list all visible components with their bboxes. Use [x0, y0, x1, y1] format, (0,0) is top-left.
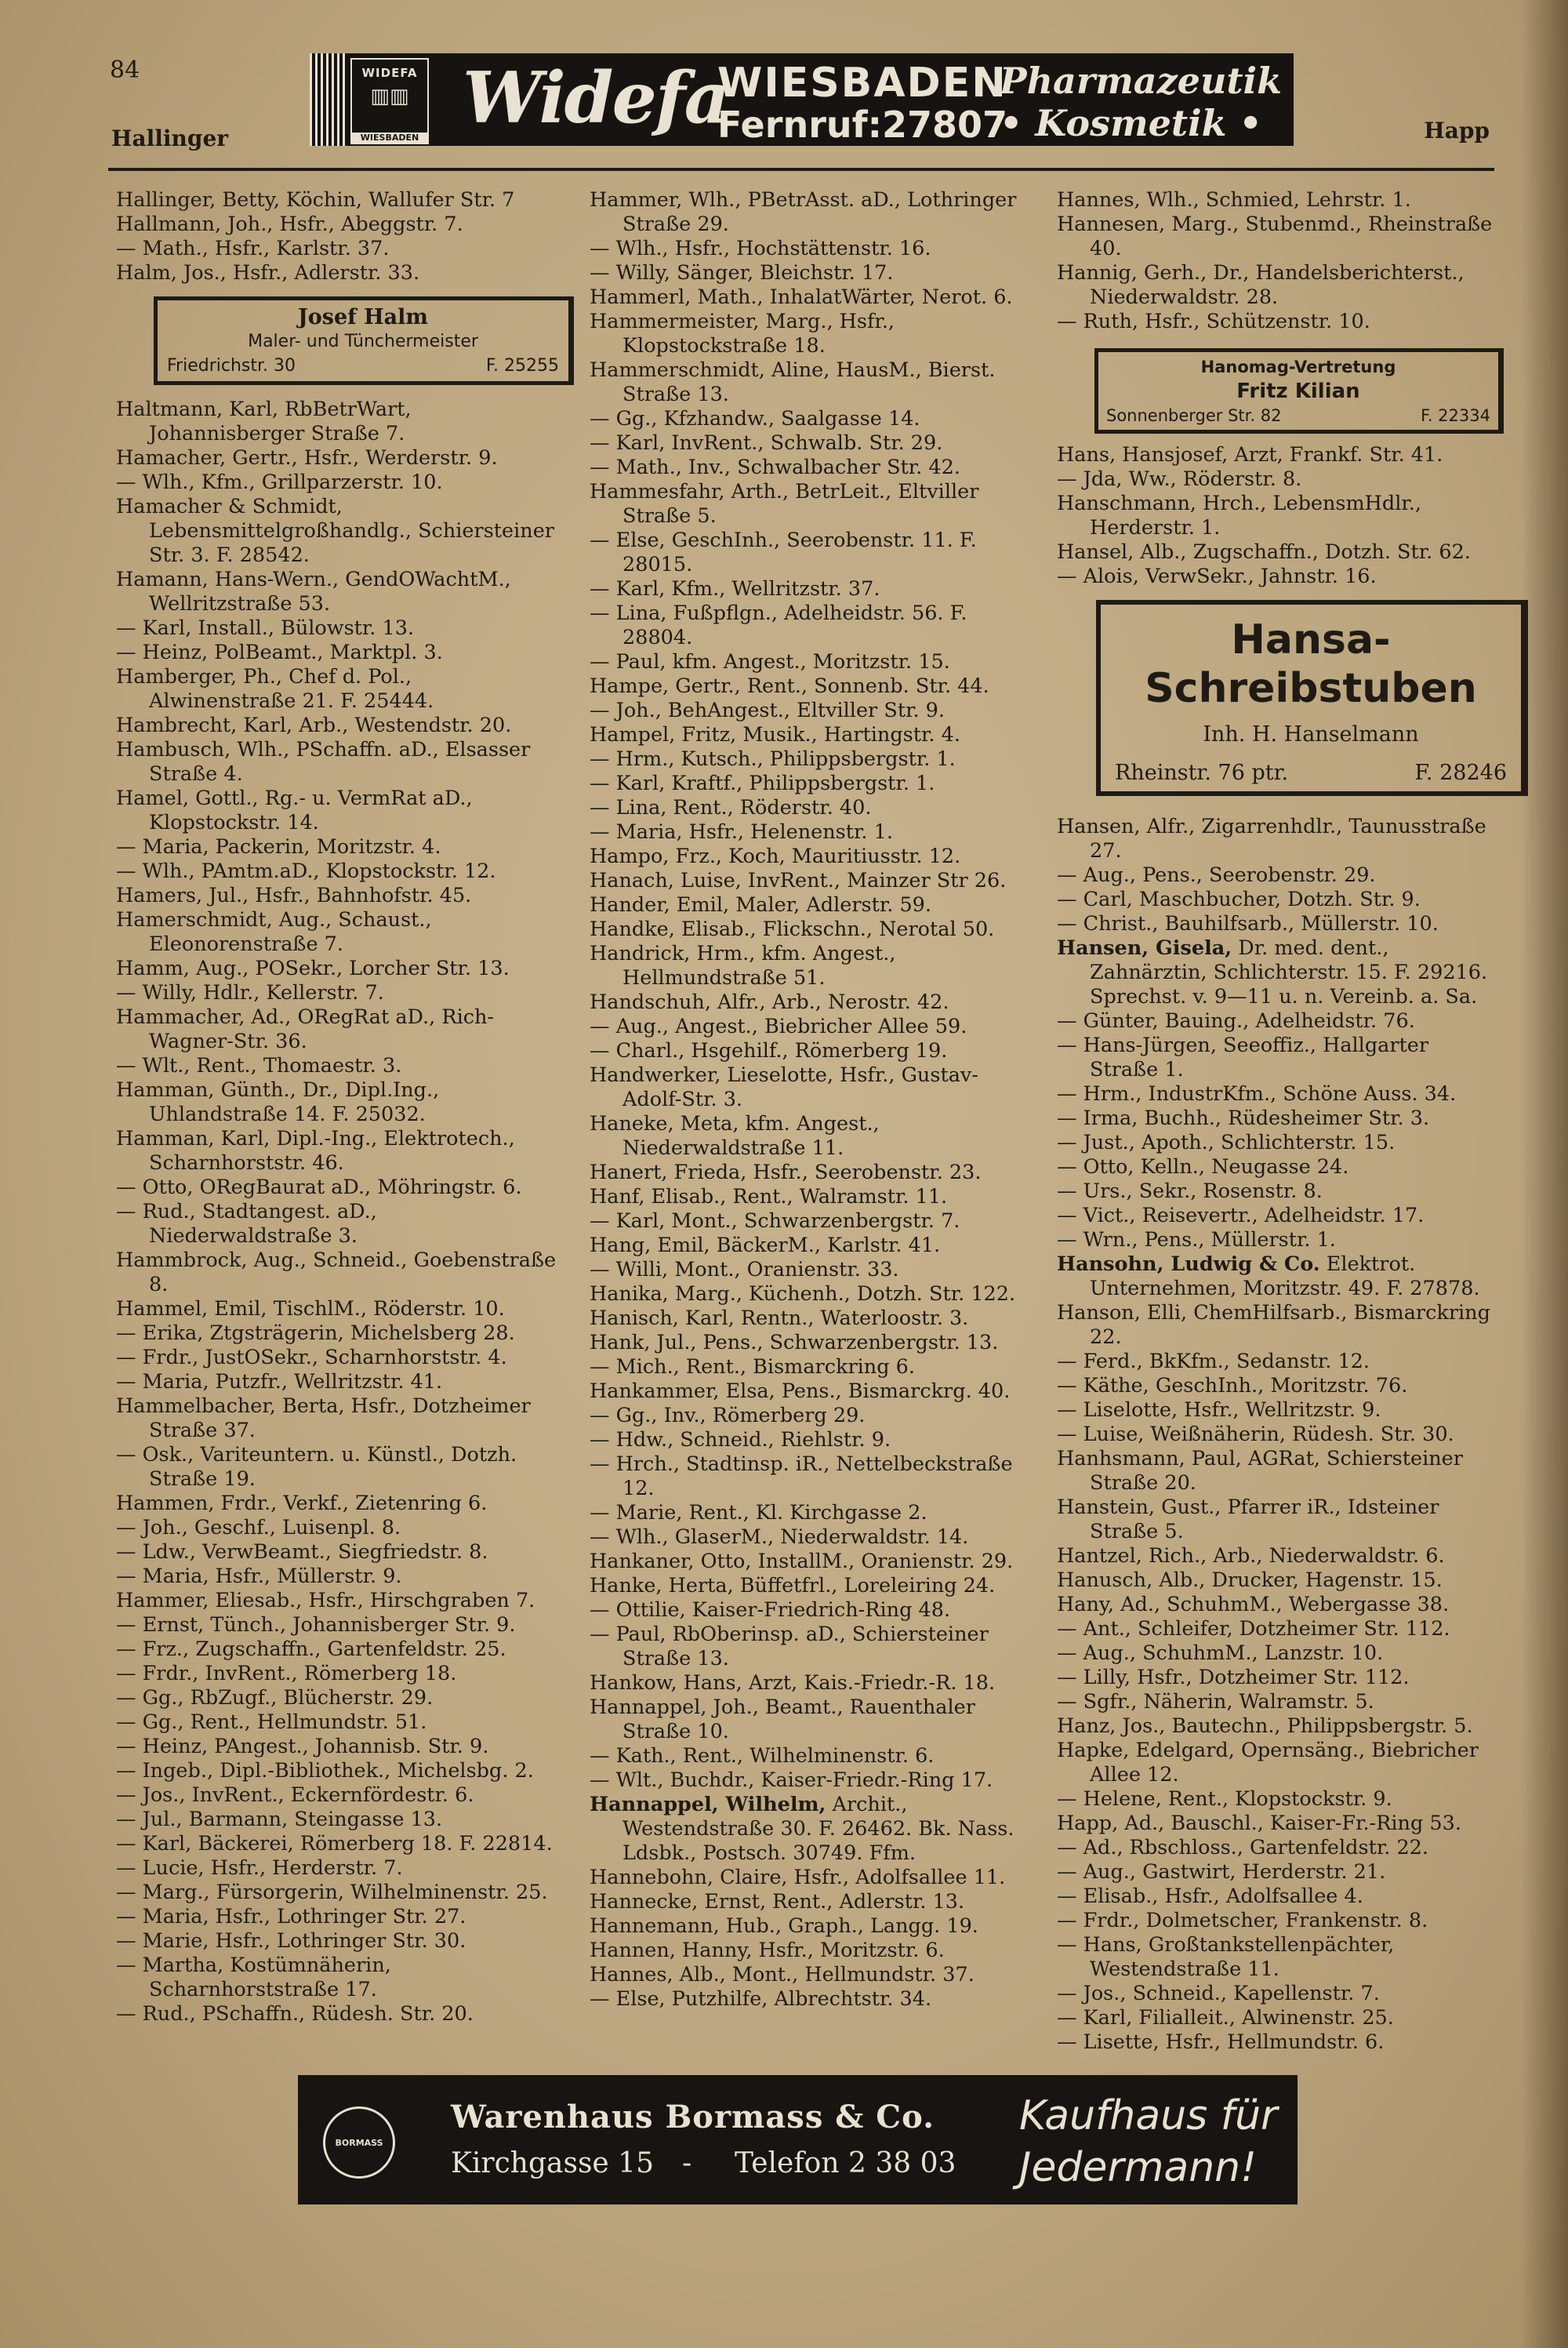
list-item: — Frdr., InvRent., Römerberg 18.: [116, 1662, 457, 1685]
list-item: Hallinger, Betty, Köchin, Wallufer Str. 7: [116, 188, 515, 212]
list-item: Hammen, Frdr., Verkf., Zietenring 6.: [116, 1492, 488, 1515]
ad-slogan-line1: Kaufhaus für: [1019, 2092, 1278, 2139]
box-phone: F. 25255: [485, 356, 559, 376]
list-item: — Hans-Jürgen, Seeoffiz., Hallgarter Straße 1.: [1057, 1034, 1429, 1081]
list-item: Happ, Ad., Bauschl., Kaiser-Fr.-Ring 53.: [1057, 1812, 1461, 1835]
list-item: — Rud., Stadtangest. aD., Niederwaldstraße 3.: [116, 1200, 377, 1248]
list-item: Hannen, Hanny, Hsfr., Moritzstr. 6.: [590, 1939, 945, 1962]
list-item: Hank, Jul., Pens., Schwarzenbergstr. 13.: [590, 1331, 999, 1354]
list-item: Hammelbacher, Berta, Hsfr., Dotzheimer Straße 37.: [116, 1394, 531, 1442]
list-item: Hansel, Alb., Zugschaffn., Dotzh. Str. 62.: [1057, 540, 1471, 564]
list-item: Haneke, Meta, kfm. Angest., Niederwaldstraße 11.: [590, 1112, 880, 1160]
list-item: — Paul, RbOberinsp. aD., Schiersteiner Straße 13.: [590, 1623, 989, 1670]
ad-address: Kirchgasse 15: [451, 2147, 654, 2179]
widefa-logo: WIDEFA ▥▥ WIESBADEN: [350, 58, 429, 144]
list-item: — Hans, Großtankstellenpächter, Westendstraße 11.: [1057, 1933, 1395, 1981]
list-item: Haltmann, Karl, RbBetrWart, Johannisberger Straße 7.: [116, 398, 412, 445]
hansa-advertisement-box: [1096, 600, 1528, 796]
entry-list: [590, 188, 1035, 1793]
list-item: — Frdr., JustOSekr., Scharnhorststr. 4.: [116, 1346, 507, 1369]
list-item: Hammerl, Math., InhalatWärter, Nerot. 6.: [590, 285, 1013, 309]
list-item: Hanhsmann, Paul, AGRat, Schiersteiner Straße 20.: [1057, 1447, 1463, 1495]
ad-phone: Telefon 2 38 03: [735, 2147, 956, 2179]
box-address: Friedrichstr. 30: [167, 356, 296, 376]
list-item: Hantzel, Rich., Arb., Niederwaldstr. 6.: [1057, 1544, 1445, 1568]
list-item: — Ldw., VerwBeamt., Siegfriedstr. 8.: [116, 1540, 488, 1564]
list-item: Hamel, Gottl., Rg.- u. VermRat aD., Klopstockstr. 14.: [116, 787, 473, 834]
list-item: Handke, Elisab., Flickschn., Nerotal 50.: [590, 918, 995, 941]
list-item: — Kath., Rent., Wilhelminenstr. 6.: [590, 1744, 935, 1768]
list-item: Hanf, Elisab., Rent., Walramstr. 11.: [590, 1185, 948, 1209]
list-item: — Hrm., IndustrKfm., Schöne Auss. 34.: [1057, 1082, 1457, 1106]
halm-advertisement-box: [154, 296, 574, 385]
list-item: — Wlh., GlaserM., Niederwaldstr. 14.: [590, 1525, 969, 1549]
box-title: Hanomag-Vertretung: [1200, 358, 1396, 376]
ad-line2: • Kosmetik •: [1000, 102, 1262, 144]
list-item: Hammbrock, Aug., Schneid., Goebenstraße 8.: [116, 1249, 557, 1296]
list-item: — Otto, ORegBaurat aD., Möhringstr. 6.: [116, 1176, 522, 1199]
list-item: — Osk., Variteuntern. u. Künstl., Dotzh. Straße 19.: [116, 1443, 517, 1491]
list-item: Hamman, Günth., Dr., Dipl.Ing., Uhlandstraße 14. F. 25032.: [116, 1078, 440, 1126]
list-item: Hannappel, Joh., Beamt., Rauenthaler Straße 10.: [590, 1696, 975, 1743]
list-item: — Gg., Rent., Hellmundstr. 51.: [116, 1710, 427, 1734]
list-item: — Math., Inv., Schwalbacher Str. 42.: [590, 456, 960, 479]
list-item: — Wlh., PAmtm.aD., Klopstockstr. 12.: [116, 860, 496, 883]
list-item: — Maria, Hsfr., Helenenstr. 1.: [590, 820, 893, 844]
list-item: Hanke, Herta, Büffetfrl., Loreleiring 24.: [590, 1574, 996, 1597]
list-item: — Vict., Reisevertr., Adelheidstr. 17.: [1057, 1204, 1425, 1227]
list-item: — Maria, Putzfr., Wellritzstr. 41.: [116, 1370, 443, 1394]
page-edge-shadow: [1521, 0, 1568, 2348]
widefa-advertisement: [310, 53, 1294, 146]
list-item: — Frdr., Dolmetscher, Frankenstr. 8.: [1057, 1909, 1428, 1932]
box-contact-row: [1106, 404, 1490, 428]
ad-separator: -: [682, 2147, 692, 2179]
kilian-advertisement-box: [1094, 348, 1504, 434]
list-item: Hankaner, Otto, InstallM., Oranienstr. 29.: [590, 1550, 1014, 1573]
list-item-bold: Hansen, Gisela, Dr. med. dent., Zahnärztin, Schlichterstr. 15. F. 29216. Sprechst. v. 9—11 u. n. Vereinb. a. Sa.: [1057, 936, 1488, 1009]
list-item: — Heinz, PAngest., Johannisb. Str. 9.: [116, 1735, 489, 1758]
list-item: — Frz., Zugschaffn., Gartenfeldstr. 25.: [116, 1637, 506, 1661]
ad-company-name: Warenhaus Bormass & Co.: [451, 2099, 935, 2135]
list-item: — Lisette, Hsfr., Hellmundstr. 6.: [1057, 2030, 1385, 2054]
list-item: — Joh., BehAngest., Eltviller Str. 9.: [590, 699, 945, 722]
list-item: Hannesen, Marg., Stubenmd., Rheinstraße 40.: [1057, 213, 1493, 260]
list-item: — Martha, Kostümnäherin, Scharnhorststraße 17.: [116, 1954, 391, 2001]
list-item: — Irma, Buchh., Rüdesheimer Str. 3.: [1057, 1107, 1430, 1130]
box-subtitle: Fritz Kilian: [1236, 380, 1360, 403]
list-item: Hamm, Aug., POSekr., Lorcher Str. 13.: [116, 957, 510, 980]
list-item: Hapke, Edelgard, Opernsäng., Biebricher Allee 12.: [1057, 1739, 1479, 1786]
list-item-bold: Hannappel, Wilhelm, Archit., Westendstraße 30. F. 26462. Bk. Nass. Ldsbk., Postsch. 30749. Ffm.: [590, 1793, 1014, 1865]
ad-stripes: [310, 53, 347, 146]
list-item: Hamberger, Ph., Chef d. Pol., Alwinenstraße 21. F. 25444.: [116, 665, 434, 713]
list-item: — Willy, Hdlr., Kellerstr. 7.: [116, 981, 384, 1005]
list-item: — Willy, Sänger, Bleichstr. 17.: [590, 261, 894, 285]
list-item: — Karl, Install., Bülowstr. 13.: [116, 616, 415, 640]
list-item: Hanert, Frieda, Hsfr., Seerobenstr. 23.: [590, 1161, 982, 1184]
entry-list: [1057, 815, 1496, 936]
list-item: Hander, Emil, Maler, Adlerstr. 59.: [590, 893, 932, 917]
box-title-line1: Hansa-: [1231, 616, 1391, 663]
list-item: — Luise, Weißnäherin, Rüdesh. Str. 30.: [1057, 1423, 1454, 1446]
list-item: Hammesfahr, Arth., BetrLeit., Eltviller Straße 5.: [590, 480, 979, 528]
list-item: — Aug., SchuhmM., Lanzstr. 10.: [1057, 1641, 1384, 1665]
list-item: — Else, GeschInh., Seerobenstr. 11. F. 28015.: [590, 529, 977, 576]
box-subtitle: Maler- und Tünchermeister: [248, 332, 478, 351]
list-item: Hannes, Alb., Mont., Hellmundstr. 37.: [590, 1963, 975, 1986]
running-head-left: Hallinger: [111, 125, 229, 151]
column-3: [1057, 188, 1507, 2055]
list-item: — Karl, Filialleit., Alwinenstr. 25.: [1057, 2006, 1394, 2030]
ad-line1: Pharmazeutik: [1000, 60, 1282, 102]
list-item: — Jul., Barmann, Steingasse 13.: [116, 1808, 443, 1831]
box-address: Rheinstr. 76 ptr.: [1115, 761, 1289, 785]
list-item: — Ernst, Tünch., Johannisberger Str. 9.: [116, 1613, 516, 1637]
list-item: Hamerschmidt, Aug., Schaust., Eleonorenstraße 7.: [116, 908, 432, 956]
list-item: Hammer, Eliesab., Hsfr., Hirschgraben 7.: [116, 1589, 535, 1612]
list-item: — Joh., Geschf., Luisenpl. 8.: [116, 1516, 401, 1539]
list-item: Hallmann, Joh., Hsfr., Abeggstr. 7.: [116, 213, 463, 236]
list-item: — Jda, Ww., Röderstr. 8.: [1057, 467, 1302, 491]
list-item: — Ingeb., Dipl.-Bibliothek., Michelsbg. 2.: [116, 1759, 534, 1783]
list-item: — Charl., Hsgehilf., Römerberg 19.: [590, 1039, 948, 1063]
header-rule: [108, 168, 1494, 171]
bormass-logo-icon: BORMASS: [323, 2106, 395, 2179]
list-item: Hammel, Emil, TischlM., Röderstr. 10.: [116, 1297, 505, 1321]
list-item-bold: Hansohn, Ludwig & Co. Elektrot. Unternehmen, Moritzstr. 49. F. 27878.: [1057, 1252, 1480, 1300]
list-item: — Wlh., Hsfr., Hochstättenstr. 16.: [590, 237, 931, 260]
list-item: Hanika, Marg., Küchenh., Dotzh. Str. 122.: [590, 1282, 1016, 1306]
entry-list: [1057, 188, 1496, 334]
list-item: Hambrecht, Karl, Arb., Westendstr. 20.: [116, 714, 512, 737]
list-item: — Ant., Schleifer, Dotzheimer Str. 112.: [1057, 1617, 1450, 1641]
list-item: Hampel, Fritz, Musik., Hartingstr. 4.: [590, 723, 960, 747]
bormass-advertisement: [298, 2075, 1298, 2204]
list-item: — Elisab., Hsfr., Adolfsallee 4.: [1057, 1885, 1363, 1908]
list-item: — Gg., Kfzhandw., Saalgasse 14.: [590, 407, 920, 431]
entry-list: [116, 398, 564, 2026]
list-item: Hammacher, Ad., ORegRat aD., Rich-Wagner-Str. 36.: [116, 1005, 495, 1053]
list-item: — Liselotte, Hsfr., Wellritzstr. 9.: [1057, 1398, 1381, 1422]
list-item: — Maria, Hsfr., Lothringer Str. 27.: [116, 1905, 466, 1928]
list-item: Hannes, Wlh., Schmied, Lehrstr. 1.: [1057, 188, 1411, 212]
list-item: — Wrn., Pens., Müllerstr. 1.: [1057, 1228, 1336, 1252]
list-item: — Ottilie, Kaiser-Friedrich-Ring 48.: [590, 1598, 951, 1622]
list-item: — Maria, Hsfr., Müllerstr. 9.: [116, 1565, 402, 1588]
list-item: — Maria, Packerin, Moritzstr. 4.: [116, 835, 441, 859]
list-item: Halm, Jos., Hsfr., Adlerstr. 33.: [116, 261, 420, 285]
list-item: — Günter, Bauing., Adelheidstr. 76.: [1057, 1009, 1415, 1033]
list-item: — Alois, VerwSekr., Jahnstr. 16.: [1057, 565, 1377, 588]
list-item: — Käthe, GeschInh., Moritzstr. 76.: [1057, 1374, 1408, 1398]
list-item: — Wlh., Kfm., Grillparzerstr. 10.: [116, 471, 443, 494]
list-item: — Hdw., Schneid., Riehlstr. 9.: [590, 1428, 891, 1452]
list-item: — Marie, Rent., Kl. Kirchgasse 2.: [590, 1501, 927, 1525]
list-item: — Rud., PSchaffn., Rüdesh. Str. 20.: [116, 2002, 474, 2026]
list-item: — Urs., Sekr., Rosenstr. 8.: [1057, 1179, 1323, 1203]
list-item: — Aug., Gastwirt, Herderstr. 21.: [1057, 1860, 1386, 1884]
list-item: — Gg., RbZugf., Blücherstr. 29.: [116, 1686, 434, 1710]
entry-list: [1057, 1301, 1496, 2055]
list-item: — Jos., InvRent., Eckernfördestr. 6.: [116, 1783, 474, 1807]
box-title: Josef Halm: [297, 305, 428, 329]
box-subtitle: Inh. H. Hanselmann: [1203, 722, 1419, 747]
building-icon: ▥▥: [370, 85, 409, 108]
list-item: Hanusch, Alb., Drucker, Hagenstr. 15.: [1057, 1568, 1443, 1592]
list-item: — Karl, Bäckerei, Römerberg 18. F. 22814.: [116, 1832, 553, 1856]
list-item: — Ruth, Hsfr., Schützenstr. 10.: [1057, 310, 1370, 333]
list-item: — Paul, kfm. Angest., Moritzstr. 15.: [590, 650, 950, 674]
list-item: — Wlt., Buchdr., Kaiser-Friedr.-Ring 17.: [590, 1768, 993, 1792]
ad-phone: Fernruf:27807: [717, 104, 1008, 146]
list-item: Hanschmann, Hrch., LebensmHdlr., Herderstr. 1.: [1057, 492, 1421, 540]
list-item: Hannebohn, Claire, Hsfr., Adolfsallee 11.: [590, 1866, 1006, 1889]
list-item: — Lina, Rent., Röderstr. 40.: [590, 796, 872, 820]
list-item: — Karl, Mont., Schwarzenbergstr. 7.: [590, 1209, 960, 1233]
list-item: Hanstein, Gust., Pfarrer iR., Idsteiner Straße 5.: [1057, 1496, 1439, 1543]
list-item: Hans, Hansjosef, Arzt, Frankf. Str. 41.: [1057, 443, 1443, 467]
list-item: Hanisch, Karl, Rentn., Waterloostr. 3.: [590, 1307, 969, 1330]
column-1: [116, 188, 564, 2026]
list-item: Hammer, Wlh., PBetrAsst. aD., Lothringer Straße 29.: [590, 188, 1017, 236]
list-item: — Erika, Ztgsträgerin, Michelsberg 28.: [116, 1321, 515, 1345]
list-item: Hankammer, Elsa, Pens., Bismarckrg. 40.: [590, 1379, 1011, 1403]
list-item: Handwerker, Lieselotte, Hsfr., Gustav-Adolf-Str. 3.: [590, 1063, 978, 1111]
list-item: — Christ., Bauhilfsarb., Müllerstr. 10.: [1057, 912, 1439, 936]
list-item: Hang, Emil, BäckerM., Karlstr. 41.: [590, 1234, 941, 1257]
list-item: — Marg., Fürsorgerin, Wilhelminenstr. 25.: [116, 1881, 548, 1904]
box-title-line2: Schreibstuben: [1145, 665, 1477, 712]
list-item: Hanson, Elli, ChemHilfsarb., Bismarckring 22.: [1057, 1301, 1490, 1349]
list-item: — Ad., Rbschloss., Gartenfeldstr. 22.: [1057, 1836, 1428, 1859]
page-number: 84: [110, 56, 140, 84]
list-item: — Mich., Rent., Bismarckring 6.: [590, 1355, 915, 1379]
list-item: Hamers, Jul., Hsfr., Bahnhofstr. 45.: [116, 884, 472, 907]
list-item: — Sgfr., Näherin, Walramstr. 5.: [1057, 1690, 1374, 1714]
list-item: — Hrch., Stadtinsp. iR., Nettelbeckstraße 12.: [590, 1452, 1013, 1500]
running-head-right: Happ: [1424, 118, 1490, 144]
entry-list: [590, 1866, 1035, 2012]
list-item: — Aug., Pens., Seerobenstr. 29.: [1057, 863, 1376, 887]
list-item: — Aug., Angest., Biebricher Allee 59.: [590, 1015, 967, 1038]
list-item: Hamman, Karl, Dipl.-Ing., Elektrotech., Scharnhorststr. 46.: [116, 1127, 515, 1175]
entry-list: [116, 188, 564, 285]
list-item: Hany, Ad., SchuhmM., Webergasse 38.: [1057, 1593, 1450, 1616]
list-item: — Lilly, Hsfr., Dotzheimer Str. 112.: [1057, 1666, 1410, 1689]
list-item: — Ferd., BkKfm., Sedanstr. 12.: [1057, 1350, 1370, 1373]
column-2: [590, 188, 1035, 2012]
list-item: Hamann, Hans-Wern., GendOWachtM., Wellritzstraße 53.: [116, 568, 511, 616]
ad-slogan-line2: Jedermann!: [1019, 2144, 1257, 2191]
list-item: — Karl, Kfm., Wellritzstr. 37.: [590, 577, 880, 601]
list-item: — Hrm., Kutsch., Philippsbergstr. 1.: [590, 747, 956, 771]
list-item: — Carl, Maschbucher, Dotzh. Str. 9.: [1057, 888, 1421, 911]
list-item: — Math., Hsfr., Karlstr. 37.: [116, 237, 390, 260]
entry-list: [1057, 1009, 1496, 1252]
list-item: — Wlt., Rent., Thomaestr. 3.: [116, 1054, 402, 1078]
list-item: Hanz, Jos., Bautechn., Philippsbergstr. 5.: [1057, 1714, 1473, 1738]
list-item: Hannecke, Ernst, Rent., Adlerstr. 13.: [590, 1890, 965, 1914]
entry-list: [1057, 443, 1496, 589]
box-contact-row: [167, 354, 559, 378]
list-item: — Heinz, PolBeamt., Marktpl. 3.: [116, 641, 443, 664]
list-item: — Lucie, Hsfr., Herderstr. 7.: [116, 1856, 403, 1880]
ad-brand: Widefa: [463, 56, 728, 140]
list-item: — Karl, InvRent., Schwalb. Str. 29.: [590, 431, 943, 455]
box-contact-row: [1115, 761, 1507, 785]
list-item: Handrick, Hrm., kfm. Angest., Hellmundstraße 51.: [590, 942, 896, 990]
list-item: Hankow, Hans, Arzt, Kais.-Friedr.-R. 18.: [590, 1671, 996, 1695]
list-item: Hamacher, Gertr., Hsfr., Werderstr. 9.: [116, 446, 498, 470]
list-item: Hampe, Gertr., Rent., Sonnenb. Str. 44.: [590, 674, 989, 698]
ad-city: WIESBADEN: [717, 60, 1007, 107]
box-phone: F. 22334: [1421, 406, 1490, 425]
list-item: — Lina, Fußpflgn., Adelheidstr. 56. F. 28804.: [590, 602, 967, 649]
list-item: — Otto, Kelln., Neugasse 24.: [1057, 1155, 1349, 1179]
list-item: Hansen, Alfr., Zigarrenhdlr., Taunusstraße 27.: [1057, 815, 1486, 863]
list-item: — Marie, Hsfr., Lothringer Str. 30.: [116, 1929, 466, 1953]
list-item: — Willi, Mont., Oranienstr. 33.: [590, 1258, 899, 1281]
list-item: Hampo, Frz., Koch, Mauritiusstr. 12.: [590, 845, 961, 868]
list-item: — Just., Apoth., Schlichterstr. 15.: [1057, 1131, 1396, 1154]
box-phone: F. 28246: [1414, 761, 1507, 785]
list-item: Handschuh, Alfr., Arb., Nerostr. 42.: [590, 990, 949, 1014]
list-item: Hanach, Luise, InvRent., Mainzer Str 26.: [590, 869, 1007, 892]
list-item: Hambusch, Wlh., PSchaffn. aD., Elsasser Straße 4.: [116, 738, 531, 786]
list-item: — Jos., Schneid., Kapellenstr. 7.: [1057, 1982, 1380, 2005]
list-item: Hammermeister, Marg., Hsfr., Klopstockstraße 18.: [590, 310, 895, 358]
list-item: Hannemann, Hub., Graph., Langg. 19.: [590, 1914, 978, 1938]
list-item: — Gg., Inv., Römerberg 29.: [590, 1404, 866, 1427]
list-item: — Helene, Rent., Klopstockstr. 9.: [1057, 1787, 1392, 1811]
list-item: Hamacher & Schmidt, Lebensmittelgroßhandlg., Schiersteiner Str. 3. F. 28542.: [116, 495, 554, 567]
box-address: Sonnenberger Str. 82: [1106, 406, 1282, 425]
list-item: Hannig, Gerh., Dr., Handelsberichterst., Niederwaldstr. 28.: [1057, 261, 1465, 309]
list-item: — Else, Putzhilfe, Albrechtstr. 34.: [590, 1987, 932, 2011]
list-item: Hammerschmidt, Aline, HausM., Bierst. Straße 13.: [590, 358, 996, 406]
list-item: — Karl, Kraftf., Philippsbergstr. 1.: [590, 772, 935, 795]
